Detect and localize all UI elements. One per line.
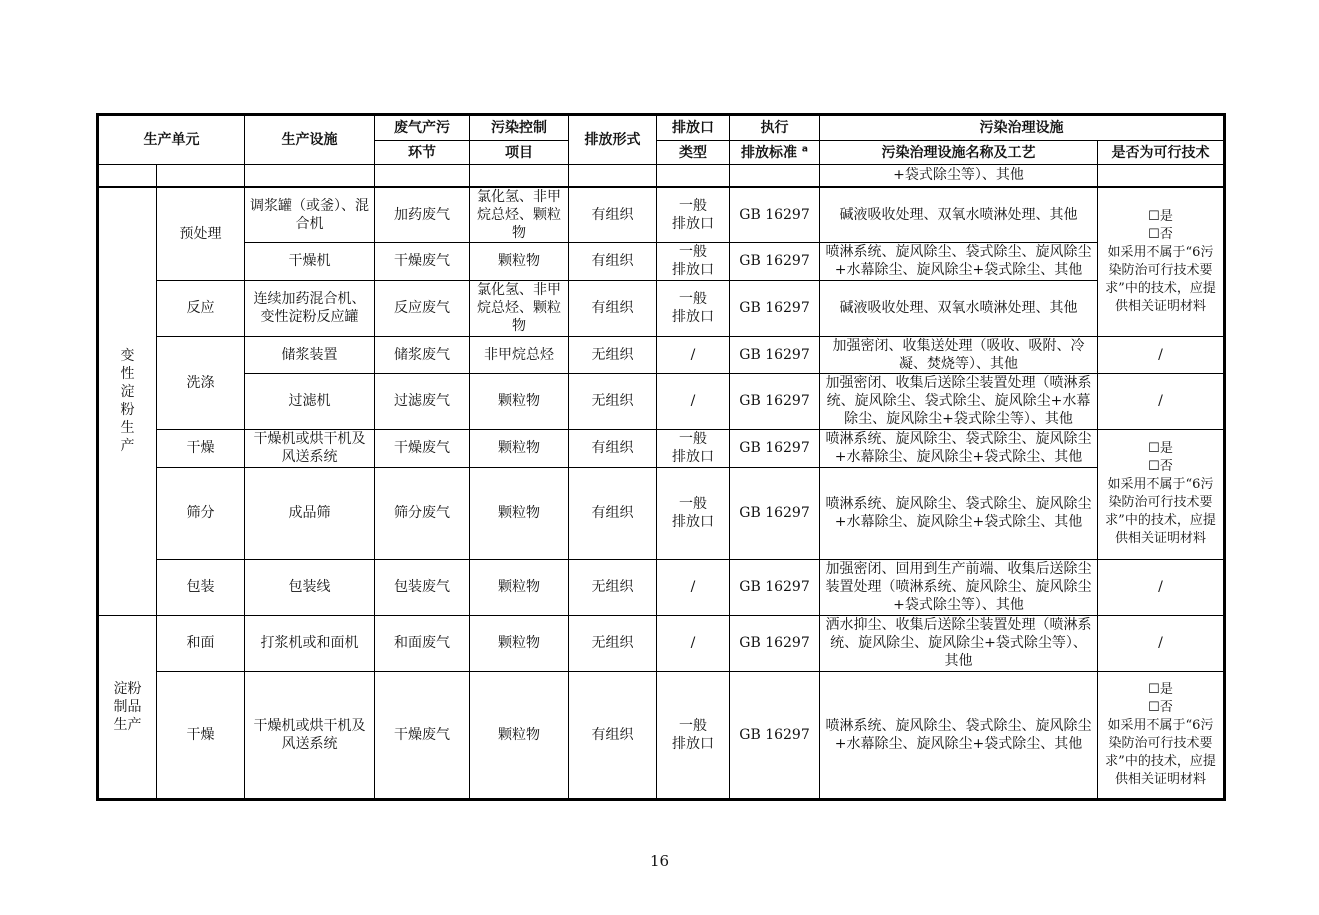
- feasible-cell: /: [1098, 615, 1225, 671]
- facility-cell: 干燥机或烘干机及风送系统: [245, 429, 375, 467]
- header-outlet-line1: 排放口: [657, 115, 730, 141]
- std-cell: GB 16297: [730, 615, 820, 671]
- facility-cell: 储浆装置: [245, 336, 375, 373]
- continuation-text: +袋式除尘等）、其他: [820, 165, 1098, 187]
- table-row: [98, 671, 1225, 799]
- header-link-line2: 环节: [375, 141, 470, 165]
- facility-cell: 过滤机: [245, 373, 375, 429]
- facility-cell: 调浆罐（或釜）、混合机: [245, 187, 375, 243]
- header-form: 排放形式: [569, 115, 657, 165]
- form-cell: 有组织: [569, 280, 657, 336]
- unit-cell: 干燥: [157, 429, 245, 467]
- std-cell: GB 16297: [730, 671, 820, 799]
- feasible-cell: /: [1098, 559, 1225, 615]
- std-cell: GB 16297: [730, 336, 820, 373]
- facility-cell: 连续加药混合机、变性淀粉反应罐: [245, 280, 375, 336]
- item-cell: 颗粒物: [470, 671, 569, 799]
- link-cell: 加药废气: [375, 187, 470, 243]
- header-facility: 生产设施: [245, 115, 375, 165]
- item-cell: 颗粒物: [470, 373, 569, 429]
- outlet-cell: 一般 排放口: [657, 467, 730, 559]
- facility-cell: 打浆机或和面机: [245, 615, 375, 671]
- treatment-cell: 加强密闭、回用到生产前端、收集后送除尘装置处理（喷淋系统、旋风除尘、旋风除尘+袋式除尘等）、其他: [820, 559, 1098, 615]
- form-cell: 无组织: [569, 615, 657, 671]
- facility-cell: 成品筛: [245, 467, 375, 559]
- item-cell: 颗粒物: [470, 615, 569, 671]
- unit-cell: 干燥: [157, 671, 245, 799]
- std-cell: GB 16297: [730, 467, 820, 559]
- header-treatment-group: 污染治理设施: [820, 115, 1225, 141]
- treatment-cell: 加强密闭、收集后送除尘装置处理（喷淋系统、旋风除尘、袋式除尘、旋风除尘+水幕除尘、旋风除尘+袋式除尘等）、其他: [820, 373, 1098, 429]
- group-starch-products: 淀粉 制品 生产: [98, 615, 157, 799]
- item-cell: 颗粒物: [470, 467, 569, 559]
- header-outlet-line2: 类型: [657, 141, 730, 165]
- form-cell: 无组织: [569, 559, 657, 615]
- item-cell: 非甲烷总烃: [470, 336, 569, 373]
- item-cell: 氯化氢、非甲烷总烃、颗粒物: [470, 280, 569, 336]
- facility-cell: 干燥机或烘干机及风送系统: [245, 671, 375, 799]
- form-cell: 有组织: [569, 242, 657, 280]
- feasible-cell: ☐是 ☐否 如采用不属于“6污染防治可行技术要求”中的技术，应提供相关证明材料: [1098, 429, 1225, 559]
- link-cell: 过滤废气: [375, 373, 470, 429]
- outlet-cell: /: [657, 336, 730, 373]
- header-item-line1: 污染控制: [470, 115, 569, 141]
- header-treatment-name: 污染治理设施名称及工艺: [820, 141, 1098, 165]
- item-cell: 颗粒物: [470, 429, 569, 467]
- std-cell: GB 16297: [730, 559, 820, 615]
- header-feasible: 是否为可行技术: [1098, 141, 1225, 165]
- treatment-cell: 碱液吸收处理、双氧水喷淋处理、其他: [820, 280, 1098, 336]
- outlet-cell: 一般 排放口: [657, 280, 730, 336]
- table-row: [98, 429, 1225, 467]
- outlet-cell: 一般 排放口: [657, 187, 730, 243]
- link-cell: 包装废气: [375, 559, 470, 615]
- form-cell: 有组织: [569, 187, 657, 243]
- outlet-cell: 一般 排放口: [657, 671, 730, 799]
- item-cell: 颗粒物: [470, 559, 569, 615]
- page-number: 16: [649, 852, 670, 870]
- std-cell: GB 16297: [730, 242, 820, 280]
- table-row: [98, 559, 1225, 615]
- table-row: [98, 280, 1225, 336]
- treatment-cell: 洒水抑尘、收集后送除尘装置处理（喷淋系统、旋风除尘、旋风除尘+袋式除尘等）、其他: [820, 615, 1098, 671]
- table-row: [98, 187, 1225, 243]
- treatment-cell: 碱液吸收处理、双氧水喷淋处理、其他: [820, 187, 1098, 243]
- form-cell: 有组织: [569, 467, 657, 559]
- treatment-cell: 喷淋系统、旋风除尘、袋式除尘、旋风除尘+水幕除尘、旋风除尘+袋式除尘、其他: [820, 467, 1098, 559]
- facility-cell: 干燥机: [245, 242, 375, 280]
- link-cell: 干燥废气: [375, 671, 470, 799]
- header-std-text: 排放标准: [741, 144, 798, 161]
- unit-cell: 筛分: [157, 467, 245, 559]
- form-cell: 有组织: [569, 429, 657, 467]
- feasible-cell: /: [1098, 373, 1225, 429]
- unit-cell: 包装: [157, 559, 245, 615]
- table-row: [98, 467, 1225, 559]
- std-cell: GB 16297: [730, 280, 820, 336]
- link-cell: 筛分废气: [375, 467, 470, 559]
- std-cell: GB 16297: [730, 373, 820, 429]
- table-row: [98, 373, 1225, 429]
- table-row: [98, 242, 1225, 280]
- link-cell: 和面废气: [375, 615, 470, 671]
- treatment-cell: 加强密闭、收集送处理（吸收、吸附、冷凝、焚烧等）、其他: [820, 336, 1098, 373]
- unit-cell: 预处理: [157, 187, 245, 281]
- link-cell: 干燥废气: [375, 429, 470, 467]
- continuation-row: [98, 165, 1225, 187]
- header-std-line2: [730, 141, 820, 165]
- group-modified-starch: 变 性 淀 粉 生 产: [98, 187, 157, 616]
- unit-cell: 洗涤: [157, 336, 245, 429]
- header-unit: 生产单元: [98, 115, 245, 165]
- link-cell: 干燥废气: [375, 242, 470, 280]
- unit-cell: 和面: [157, 615, 245, 671]
- outlet-cell: /: [657, 559, 730, 615]
- feasible-cell: ☐是 ☐否 如采用不属于“6污染防治可行技术要求”中的技术，应提供相关证明材料: [1098, 671, 1225, 799]
- form-cell: 有组织: [569, 671, 657, 799]
- feasible-cell: ☐是 ☐否 如采用不属于“6污染防治可行技术要求”中的技术，应提供相关证明材料: [1098, 187, 1225, 337]
- feasible-cell: /: [1098, 336, 1225, 373]
- std-cell: GB 16297: [730, 429, 820, 467]
- outlet-cell: /: [657, 373, 730, 429]
- table-row: [98, 336, 1225, 373]
- header-std-line1: 执行: [730, 115, 820, 141]
- form-cell: 无组织: [569, 336, 657, 373]
- treatment-cell: 喷淋系统、旋风除尘、袋式除尘、旋风除尘+水幕除尘、旋风除尘+袋式除尘、其他: [820, 242, 1098, 280]
- emission-standards-table: [96, 113, 1226, 801]
- item-cell: 氯化氢、非甲烷总烃、颗粒物: [470, 187, 569, 243]
- treatment-cell: 喷淋系统、旋风除尘、袋式除尘、旋风除尘+水幕除尘、旋风除尘+袋式除尘、其他: [820, 671, 1098, 799]
- link-cell: 反应废气: [375, 280, 470, 336]
- std-cell: GB 16297: [730, 187, 820, 243]
- header-std-footnote-mark: a: [801, 143, 808, 154]
- unit-cell: 反应: [157, 280, 245, 336]
- header-item-line2: 项目: [470, 141, 569, 165]
- form-cell: 无组织: [569, 373, 657, 429]
- outlet-cell: 一般 排放口: [657, 242, 730, 280]
- table-row: [98, 615, 1225, 671]
- link-cell: 储浆废气: [375, 336, 470, 373]
- facility-cell: 包装线: [245, 559, 375, 615]
- item-cell: 颗粒物: [470, 242, 569, 280]
- outlet-cell: /: [657, 615, 730, 671]
- outlet-cell: 一般 排放口: [657, 429, 730, 467]
- header-link-line1: 废气产污: [375, 115, 470, 141]
- treatment-cell: 喷淋系统、旋风除尘、袋式除尘、旋风除尘+水幕除尘、旋风除尘+袋式除尘、其他: [820, 429, 1098, 467]
